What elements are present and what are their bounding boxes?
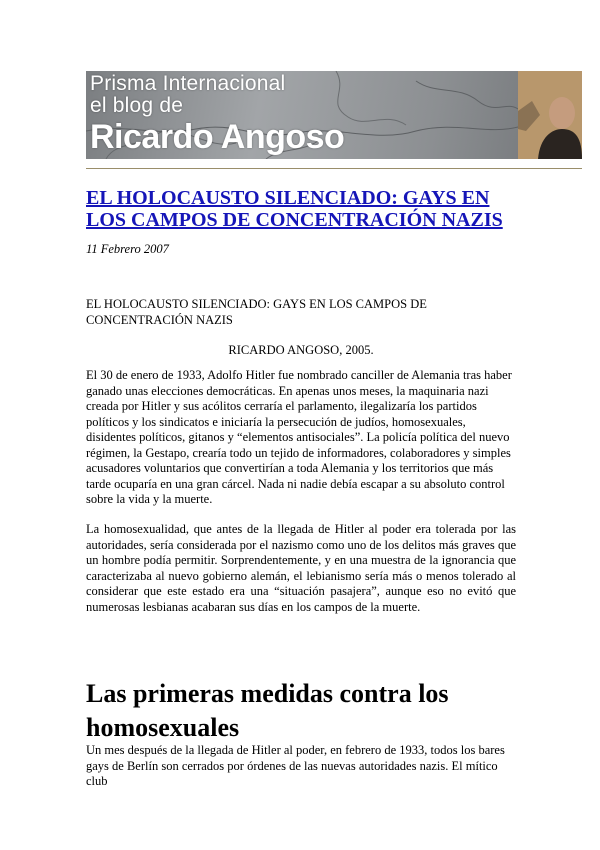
article-subtitle: EL HOLOCAUSTO SILENCIADO: GAYS EN LOS CAMPOS DE CONCENTRACIÓN NAZIS: [86, 297, 427, 327]
banner-line-2: el blog de: [90, 94, 184, 117]
section-heading: Las primeras medidas contra los homosexuales: [86, 679, 449, 742]
paragraph-3: Un mes después de la llegada de Hitler al poder, en febrero de 1933, todos los bares gays de Berlín son cerrados por órdenes de las nuevas autoridades nazis. El mítico club: [86, 743, 505, 788]
banner-line-3: Ricardo Angoso: [90, 118, 345, 156]
paragraph-2: La homosexualidad, que antes de la llegada de Hitler al poder era tolerada por las autoridades, sería considerada por el nazismo como uno de los delitos más graves que un hombre podía permitir. Sorprendentemente, y en una muestra de la ignorancia que caracterizaba al nuevo gobierno alemán, el lebianismo sería más o menos tolerado al considerar que este estado era una “situación pasajera”, aunque eso no evitó que numerosas lesbianas acabaran sus días en los campos de la muerte.: [86, 522, 516, 614]
post-date: 11 Febrero 2007: [86, 242, 169, 256]
article-byline: RICARDO ANGOSO, 2005.: [228, 343, 374, 357]
blog-banner: [86, 71, 582, 159]
author-photo: [518, 71, 582, 159]
paragraph-1: El 30 de enero de 1933, Adolfo Hitler fue nombrado canciller de Alemania tras haber ganado unas elecciones democráticas. En apenas unos meses, la maquinaria nazi creada por Hitler y sus acólitos cerraría el parlamento, ilegalizaría los partidos políticos y los sindicatos e iniciaría la persecución de judíos, homosexuales, disidentes políticos, gitanos y “elementos antisociales”. La policía política del nuevo régimen, la Gestapo, crearía todo un tejido de informadores, colaboradores y simples acusadores voluntarios que convertirían a toda Alemania y los territorios que más tarde ocuparía en una gran cárcel. Nada ni nadie debía escapar a su absoluto control sobre la vida y la muerte.: [86, 368, 512, 506]
article-title-link[interactable]: EL HOLOCAUSTO SILENCIADO: GAYS EN LOS CAMPOS DE CONCENTRACIÓN NAZIS: [86, 187, 503, 231]
banner-text: [90, 73, 344, 157]
banner-line-1: Prisma Internacional: [90, 72, 286, 95]
banner-divider: [86, 168, 582, 169]
